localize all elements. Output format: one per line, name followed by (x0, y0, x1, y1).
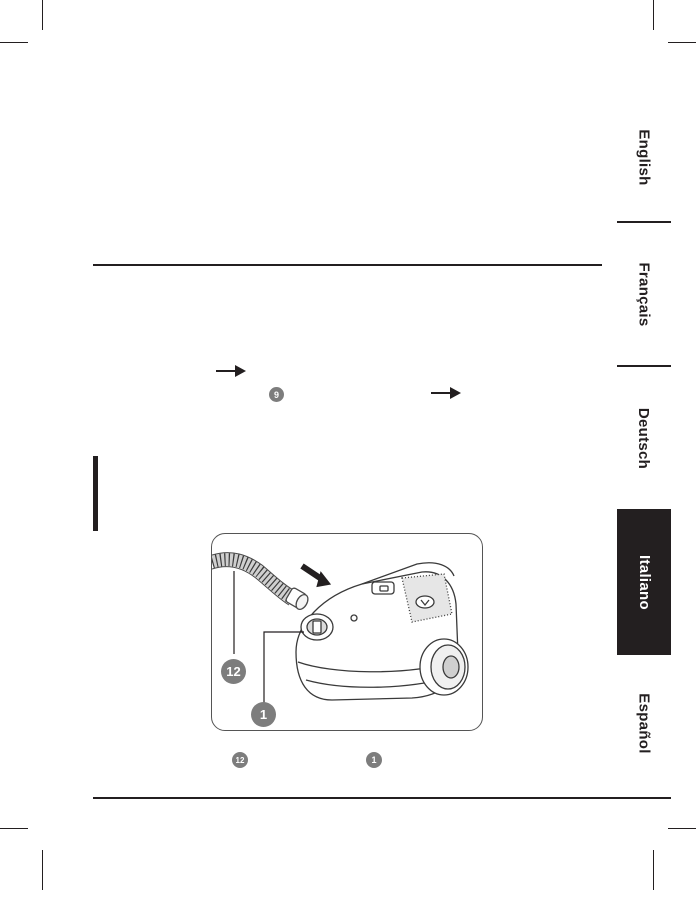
crop-mark-bottom-left-v (42, 850, 43, 890)
tab-italiano-label: Italiano (635, 554, 653, 610)
arrow-right-icon (430, 386, 462, 400)
tab-separator (617, 365, 671, 367)
tab-italiano[interactable] (617, 509, 671, 655)
illustration-frame (211, 533, 483, 731)
crop-mark-bottom-right-v (653, 850, 654, 890)
vacuum-cleaner-illustration (212, 534, 483, 731)
callout-badge-inlet (251, 702, 276, 727)
callout-badge-inlet-label: 1 (259, 707, 268, 722)
tab-francais[interactable] (617, 224, 671, 364)
crop-mark-top-left-h (0, 42, 28, 43)
callout-badge-step-label: 9 (273, 389, 279, 400)
section-divider (93, 264, 602, 266)
tab-espanol[interactable] (617, 658, 671, 788)
tab-deutsch-label: Deutsch (635, 407, 653, 469)
arrow-right-icon (215, 364, 247, 378)
tab-separator (617, 221, 671, 223)
insert-arrow-icon (302, 566, 331, 587)
section-marker-bar (93, 456, 98, 531)
caption-badge-hose (232, 752, 248, 768)
callout-badge-step (269, 387, 284, 402)
tab-english-label: English (635, 129, 653, 186)
crop-mark-top-right-h (668, 42, 696, 43)
caption-badge-hose-label: 12 (235, 755, 245, 765)
tab-english[interactable] (617, 95, 671, 220)
crop-mark-bottom-right-h (668, 828, 696, 829)
tab-deutsch[interactable] (617, 368, 671, 508)
caption-badge-inlet-label: 1 (371, 755, 377, 765)
callout-badge-hose-label: 12 (226, 664, 241, 679)
wheel-icon (420, 639, 468, 695)
tab-espanol-label: Español (635, 692, 653, 754)
caption-badge-inlet (366, 752, 382, 768)
crop-mark-top-right-v (653, 0, 654, 30)
tab-francais-label: Français (635, 261, 653, 327)
crop-mark-top-left-v (42, 0, 43, 30)
hose-icon (212, 553, 310, 612)
callout-badge-hose (221, 659, 246, 684)
crop-mark-bottom-left-h (0, 828, 28, 829)
footer-rule (93, 797, 671, 799)
